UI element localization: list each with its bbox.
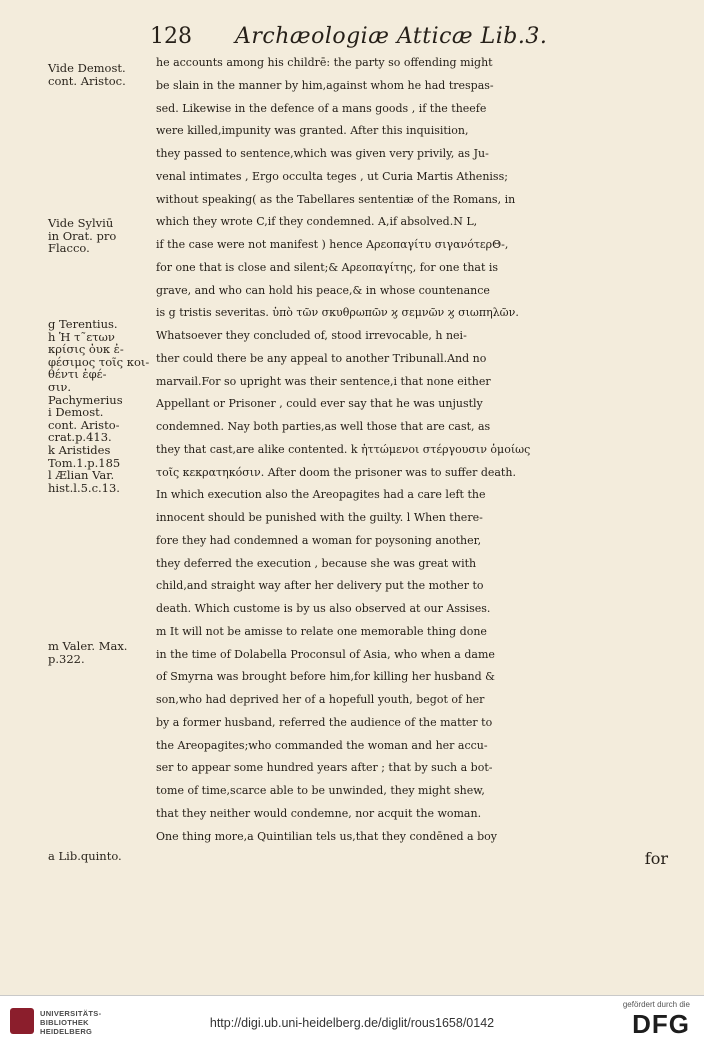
marginal-note-line: Pachymerius [48, 392, 123, 407]
marginal-note-line: cont. Aristoc. [48, 73, 126, 88]
marginal-note-line: g Terentius. [48, 317, 118, 331]
text-line: if the case were not manifest ) hence Αρεοπαγίτυ σιγανότερΘ-, [156, 238, 509, 251]
text-line: One thing more,a Quintilian tels us,that they condēned a boy [156, 829, 497, 843]
marginal-note [48, 318, 156, 494]
text-line: ser to appear some hundred years after ; that by such a bot- [156, 761, 493, 775]
text-line: τοῖς κεκρατηκόσιν. After doom the prisoner was to suffer death. [156, 465, 516, 479]
marginal-note-line: Vide Demost. [48, 61, 126, 75]
page-number: 128 [150, 24, 192, 49]
text-line: were killed,impunity was granted. After this inquisition, [156, 124, 469, 138]
text-line: by a former husband, referred the audience of the matter to [156, 715, 493, 729]
text-line: be slain in the manner by him,against whom he had trespas- [156, 78, 494, 92]
marginal-note-line: k Aristides [48, 442, 111, 457]
text-line: the Areopagites;who commanded the woman and her accu- [156, 738, 488, 752]
marginal-note-line: in Orat. pro [48, 228, 117, 243]
marginal-note [48, 850, 156, 863]
marginal-note-line: σιν. [48, 379, 72, 394]
text-line: they passed to sentence,which was given very privily, as Ju- [156, 147, 489, 160]
text-line: grave, and who can hold his peace,& in whose countenance [156, 283, 490, 297]
text-line: without speaking( as the Tabellares sententiæ of the Romans, in [156, 192, 516, 206]
marginal-note-line: Vide Sylviū [48, 216, 114, 230]
funder-caption: gefördert durch die [622, 1000, 690, 1009]
main-text-block [156, 52, 684, 871]
text-line: they deferred the execution , because she was great with [156, 556, 477, 570]
marginal-note-line: hist.l.5.c.13. [48, 480, 120, 495]
marginal-note-line: a Lib.quinto. [48, 849, 122, 863]
dfg-logo[interactable] [594, 1000, 690, 1042]
dfg-wordmark: DFG [632, 1009, 690, 1039]
text-line: Whatsoever they concluded of, stood irrevocable, h nei- [156, 329, 467, 342]
text-line: that they neither would condemne, nor acquit the woman. [156, 806, 482, 820]
marginal-note-line: i Demost. [48, 405, 104, 420]
text-line: In which execution also the Areopagites had a care left the [156, 488, 486, 502]
text-line: son,who had deprived her of a hopefull youth, begot of her [156, 693, 485, 706]
text-line: in the time of Dolabella Proconsul of Asia, who when a dame [156, 647, 495, 661]
permalink-url[interactable]: http://digi.ub.uni-heidelberg.de/diglit/rous1658/0142 [209, 1016, 495, 1030]
marginal-note-line: p.322. [48, 651, 85, 666]
text-line: he accounts among his childrē: the party so offending might [156, 56, 493, 69]
text-line: is g tristis severitas. ὑπὸ τῶν σκυθρωπῶν ϗ σεμνῶν ϗ σιωπηλῶν. [156, 306, 519, 320]
text-line: tome of time,scarce able to be unwinded, they might shew, [156, 784, 485, 797]
marginal-note-line: φέσιμος τοῖς κοι- [48, 354, 150, 369]
text-line: of Smyrna was brought before him,for killing her husband & [156, 670, 495, 684]
text-line: they that cast,are alike contented. k ἡττώμενοι στέργουσιν ὁμοίως [156, 442, 531, 456]
marginal-note-line: crat.p.413. [48, 430, 112, 445]
marginal-note-line: κρίσις ὀυκ ἐ- [48, 342, 124, 357]
text-line: fore they had condemned a woman for poysoning another, [156, 533, 482, 547]
text-line: ther could there be any appeal to another Tribunall.And no [156, 351, 487, 365]
text-line: condemned. Nay both parties,as well those that are cast, as [156, 420, 491, 433]
text-line: innocent should be punished with the guilty. l When there- [156, 511, 483, 524]
text-line: for one that is close and silent;& Αρεοπαγίτης, for one that is [156, 260, 499, 274]
running-title: Archæologiæ Atticæ Lib.3. [235, 24, 548, 49]
marginal-note [48, 62, 156, 87]
text-line: for [644, 849, 668, 869]
page-header [150, 20, 570, 54]
text-line: sed. Likewise in the defence of a mans goods , if the theefe [156, 101, 487, 115]
viewer-footer [0, 995, 704, 1046]
text-line: death. Which custome is by us also observed at our Assises. [156, 602, 491, 615]
marginal-note-line: Tom.1.p.185 [48, 455, 121, 470]
marginal-note [48, 640, 156, 665]
marginal-note-line: l Ælian Var. [48, 468, 115, 483]
marginal-note [48, 217, 156, 255]
marginal-note-line: h Ἡ τ῀ετων [48, 329, 115, 344]
marginal-note-line: m Valer. Max. [48, 639, 128, 653]
text-line: which they wrote C,if they condemned. A,if absolved.N L, [156, 215, 478, 229]
text-line: child,and straight way after her delivery put the mother to [156, 579, 484, 593]
marginal-note-line: cont. Aristo- [48, 417, 120, 432]
text-line: venal intimates , Ergo occulta teges , ut Curia Martis Atheniss; [156, 169, 508, 183]
text-line: marvail.For so upright was their sentence,i that none either [156, 374, 491, 388]
marginal-note-line: θέντι ἐφέ- [48, 367, 107, 382]
marginal-note-line: Flacco. [48, 241, 90, 256]
text-line: Appellant or Prisoner , could ever say that he was unjustly [156, 397, 483, 411]
text-line: m It will not be amisse to relate one memorable thing done [156, 624, 487, 638]
library-name: UNIVERSITÄTS- BIBLIOTHEK HEIDELBERG [40, 1009, 102, 1036]
